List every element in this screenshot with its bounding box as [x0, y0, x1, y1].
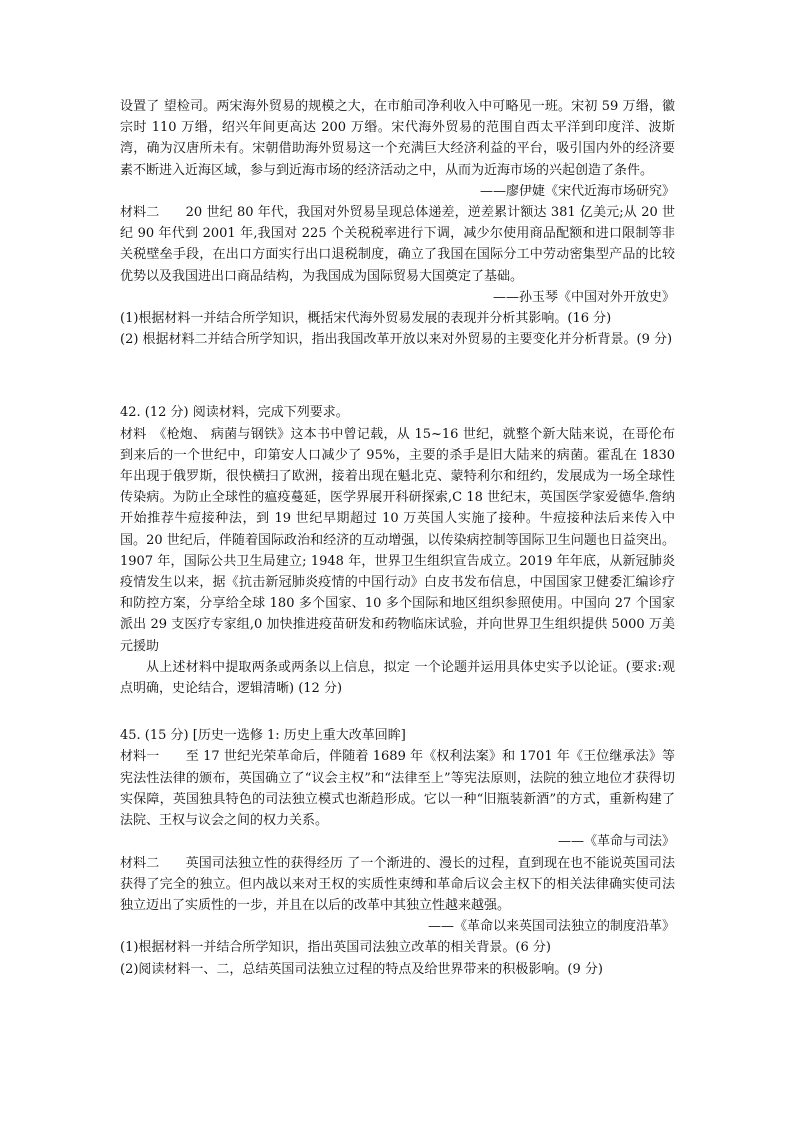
- q41-source1: ——廖伊婕《宋代近海市场研究》: [479, 183, 675, 199]
- q41-material2-text: 材料二 20 世纪 80 年代，我国对外贸易呈现总体递差，逆差累计额达 381 亿美元;从 20 世纪 90 年代到 2001 年,我国对 225 个关税税率进行下调，减少尔使用商品配额和进口限制等非关税壁垒手段，在出口方面实行出口退税制度，确立了我国在国际分工中劳动密集型产品的比较优势以及我国进出口商品结构，为我国成为国际贸易大国奠定了基础。: [120, 205, 675, 284]
- section-spacer: [120, 699, 675, 725]
- q45-question1: (1)根据材料一并结合所学知识，指出英国司法独立改革的相关背景。(6 分): [120, 940, 551, 956]
- section-spacer: [120, 350, 675, 402]
- q42-heading: 42. (12 分) 阅读材料，完成下列要求。: [120, 405, 349, 421]
- exam-page: [120, 96, 675, 980]
- q41-material1-text: 设置了 望检司。两宋海外贸易的规模之大，在市舶司净利收入中可略见一班。宋初 59 万缗，徽宗时 110 万缗，绍兴年间更高达 200 万缗。宋代海外贸易的范围自西太平洋到印度洋、波斯湾，确为汉唐所未有。宋朝借助海外贸易这一个充满巨大经济利益的平台，吸引国内外的经济要素不断进入近海区域，参与到近海市场的经济活动之中，从而为近海市场的兴起创造了条件。: [120, 99, 675, 178]
- q45-material1-text: 材料一 至 17 世纪光荣革命后，伴随着 1689 年《权利法案》和 1701 年《王位继承法》等宪法性法律的颁布，英国确立了“议会主权”和“法律至上”等宪法原则，法院的独立地位才获得切实保障，英国独具特色的司法独立模式也渐趋形成。它以一种“旧瓶装新酒”的方式，重新构建了法院、王权与议会之间的权力关系。: [120, 749, 675, 829]
- q42-task: 从上述材料中提取两条或两条以上信息，拟定 一个论题并运用具体史实予以论证。(要求:观点明确，史论结合，逻辑清晰) (12 分): [120, 659, 675, 697]
- q41-source2: ——孙玉琴《中国对外开放史》: [492, 289, 675, 305]
- q41-question1: (1)根据材料一并结合所学知识，概括宋代海外贸易发展的表现并分析其影响。(16 分): [120, 311, 612, 327]
- q45-heading: 45. (15 分) [历史一选修 1: 历史上重大改革回眸]: [120, 728, 406, 744]
- q45-source2: ——《革命以来英国司法独立的制度沿革》: [427, 919, 675, 935]
- q45-material2-text: 材料二 英国司法独立性的获得经历 了一个渐进的、漫长的过程，直到现在也不能说英国司法获得了完全的独立。但内战以来对王权的实质性束缚和革命后议会主权下的相关法律确实使司法独立迈出了实质性的一步，并且在以后的改革中其独立性越来越强。: [120, 855, 675, 913]
- q42-material-text: 材料 《枪炮、 病菌与钢铁》这本书中曾记载，从 15~16 世纪，就整个新大陆来说，在哥伦布到来后的一个世纪中，印第安人口减少了 95%，主要的杀手是旧大陆来的病菌。霍乱在 1830 年出现于俄罗斯，很快横扫了欧洲，接着出现在魁北克、蒙特利尔和纽约，发展成为一场全球性传染病。为防止全球性的瘟疫蔓延，医学界展开科研探索,C 18 世纪末，英国医学家爱德华.詹纳开始推荐牛痘接种法，到 19 世纪早期超过 10 万英国人实施了接种。牛痘接种法后来传入中国。20 世纪后，伴随着国际政治和经济的互动增强，以传染病控制等国际卫生问题也日益突出。 1907 年，国际公共卫生局建立; 1948 年，世界卫生组织宣告成立。2019 年年底，从新冠肺炎疫情发生以来，据《抗击新冠肺炎疫情的中国行动》白皮书发布信息，中国国家卫健委汇编诊疗和防控方案，分享给全球 180 多个国家、10 多个国际和地区组织参照使用。中国向 27 个国家派出 29 支医疗专家组,0 加快推进疫苗研发和药物临床试验，并向世界卫生组织提供 5000 万美元援助: [120, 426, 675, 654]
- q45-source1: ——《革命与司法》: [557, 834, 675, 850]
- q41-question2: (2) 根据材料二并结合所学知识，指出我国改革开放以来对外贸易的主要变化并分析背景。(9 分): [120, 332, 673, 348]
- q45-question2: (2)阅读材料一、二，总结英国司法独立过程的特点及给世界带来的积极影响。(9 分): [120, 961, 603, 977]
